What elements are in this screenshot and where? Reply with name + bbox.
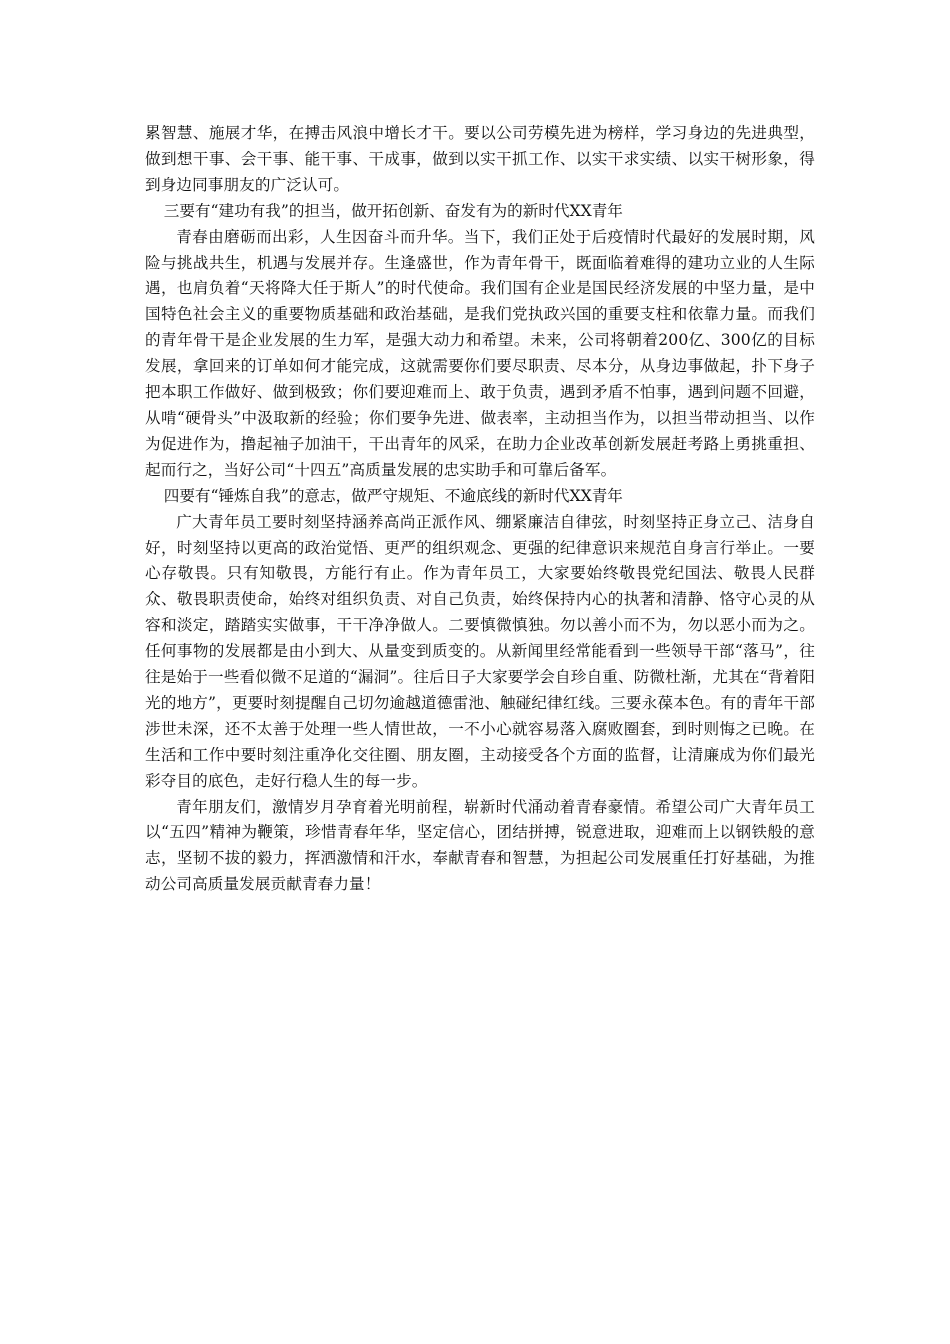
- section-heading-four: 四要有“锤炼自我”的意志，做严守规矩、不逾底线的新时代XX青年: [163, 486, 623, 505]
- paragraph-section-four: 广大青年员工要时刻坚持涵养高尚正派作风、绷紧廉洁自律弦，时刻坚持正身立己、洁身自好，时刻坚持以更高的政治觉悟、更严的组织观念、更强的纪律意识来规范自身言行举止。一要心存敬畏。只有知敬畏，方能行有止。作为青年员工，大家要始终敬畏党纪国法、敬畏人民群众、敬畏职责使命，始终对组织负责、对自己负责，始终保持内心的执著和清静、恪守心灵的从容和淡定，踏踏实实做事，干干净净做人。二要慎微慎独。勿以善小而不为，勿以恶小而为之。任何事物的发展都是由小到大、从量变到质变的。从新闻里经常能看到一些领导干部“落马”，往往是始于一些看似微不足道的“漏洞”。往后日子大家要学会自珍自重、防微杜渐，尤其在“背着阳光的地方”，更要时刻提醒自己切勿逾越道德雷池、触碰纪律红线。三要永葆本色。有的青年干部涉世未深，还不太善于处理一些人情世故，一不小心就容易落入腐败圈套，到时则悔之已晚。在生活和工作中要时刻注重净化交往圈、朋友圈，主动接受各个方面的监督，让清廉成为你们最光彩夺目的底色，走好行稳人生的每一步。: [145, 512, 815, 790]
- paragraph-closing: 青年朋友们，激情岁月孕育着光明前程，崭新时代涌动着青春豪情。希望公司广大青年员工以“五四”精神为鞭策，珍惜青春年华，坚定信心，团结拼搏，锐意进取，迎难而上以钢铁般的意志，坚韧不拔的毅力，挥洒激情和汗水，奉献青春和智慧，为担起公司发展重任打好基础，为推动公司高质量发展贡献青春力量！: [145, 797, 815, 894]
- document-body: [145, 121, 815, 898]
- paragraph-section-three: 青春由磨砺而出彩，人生因奋斗而升华。当下，我们正处于后疫情时代最好的发展时期，风险与挑战共生，机遇与发展并存。生逢盛世，作为青年骨干，既面临着难得的建功立业的人生际遇，也肩负着“天将降大任于斯人”的时代使命。我们国有企业是国民经济发展的中坚力量，是中国特色社会主义的重要物质基础和政治基础，是我们党执政兴国的重要支柱和依靠力量。而我们的青年骨干是企业发展的生力军，是强大动力和希望。未来，公司将朝着200亿、300亿的目标发展，拿回来的订单如何才能完成，这就需要你们要尽职责、尽本分，从身边事做起，扑下身子把本职工作做好、做到极致；你们要迎难而上、敢于负责，遇到矛盾不怕事，遇到问题不回避，从啃“硬骨头”中汲取新的经验；你们要争先进、做表率，主动担当作为，以担当带动担当、以作为促进作为，撸起袖子加油干，干出青年的风采，在助力企业改革创新发展赶考路上勇挑重担、起而行之，当好公司“十四五”高质量发展的忠实助手和可靠后备军。: [145, 227, 815, 479]
- paragraph-continuation: 累智慧、施展才华，在搏击风浪中增长才干。要以公司劳模先进为榜样，学习身边的先进典型，做到想干事、会干事、能干事、干成事，做到以实干抓工作、以实干求实绩、以实干树形象，得到身边同事朋友的广泛认可。: [145, 124, 815, 194]
- section-heading-three: 三要有“建功有我”的担当，做开拓创新、奋发有为的新时代XX青年: [163, 201, 623, 220]
